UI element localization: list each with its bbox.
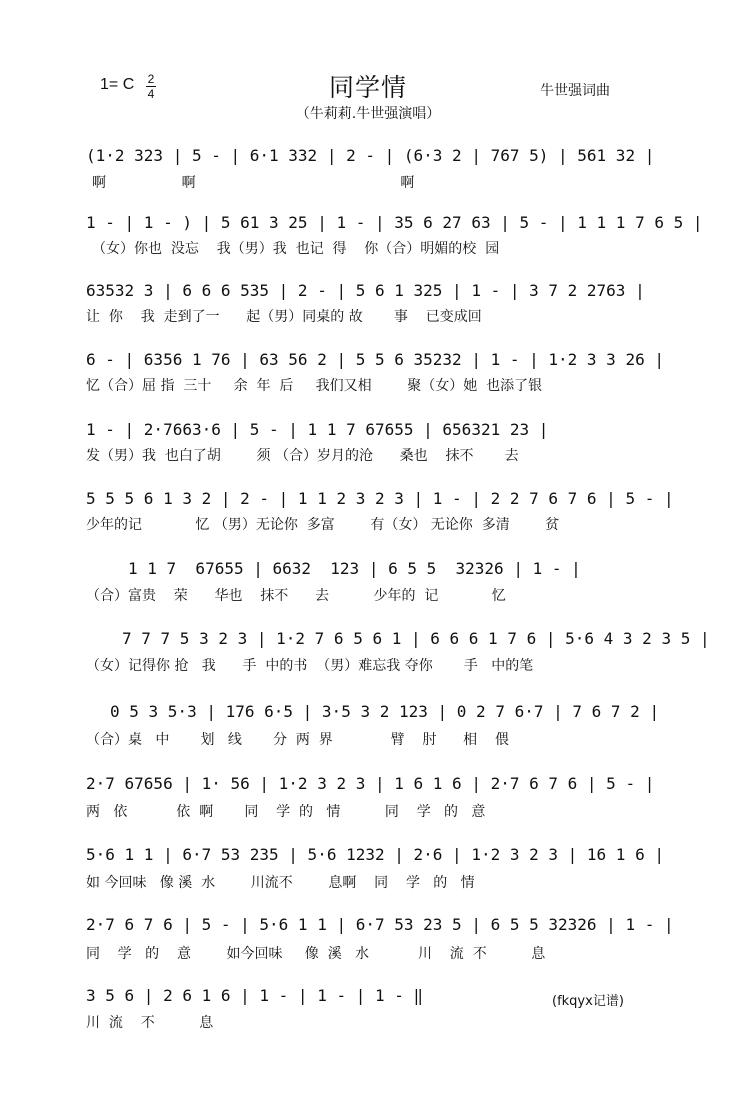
lyrics-line-10: 两 依 依 啊 同 学 的 情 同 学 的 意 [86,804,486,820]
performers: （牛莉莉.牛世强演唱） [295,106,441,122]
notation-line-9: 0 5 3 5·3 | 176 6·5 | 3·5 3 2 123 | 0 2 7 6·7 | 7 6 7 2 | [110,702,660,721]
notation-line-12: 2·7 6 7 6 | 5 - | 5·6 1 1 | 6·7 53 23 5 | 6 5 5 32326 | 1 - | [86,915,674,934]
notation-line-4: 6 - | 6356 1 76 | 63 56 2 | 5 5 6 35232 | 1 - | 1·2 3 3 26 | [86,350,664,369]
notation-line-11: 5·6 1 1 | 6·7 53 235 | 5·6 1232 | 2·6 | 1·2 3 2 3 | 16 1 6 | [86,845,664,864]
notation-line-7: 1 1 7 67655 | 6632 123 | 6 5 5 32326 | 1 - | [128,559,581,578]
lyrics-line-7: （合）富贵 荣 华也 抹不 去 少年的 记 忆 [86,588,506,604]
lyrics-line-4: 忆（合）屈 指 三十 余 年 后 我们又相 聚（女）她 也添了银 [86,378,543,394]
transcriber-credit: (fkqyx记谱) [552,994,624,1009]
notation-line-5: 1 - | 2·7663·6 | 5 - | 1 1 7 67655 | 656321 23 | [86,420,549,439]
notation-line-6: 5 5 5 6 1 3 2 | 2 - | 1 1 2 3 2 3 | 1 - | 2 2 7 6 7 6 | 5 - | [86,489,674,508]
lyrics-line-13: 川 流 不 息 [86,1015,214,1031]
notation-line-13: 3 5 6 | 2 6 1 6 | 1 - | 1 - | 1 - ‖ [86,986,424,1005]
lyrics-line-2: （女）你也 没忘 我（男）我 也记 得 你（合）明媚的校 园 [92,241,500,257]
notation-line-10: 2·7 67656 | 1· 56 | 1·2 3 2 3 | 1 6 1 6 | 2·7 6 7 6 | 5 - | [86,774,655,793]
lyrics-line-5: 发（男）我 也白了胡 须 （合）岁月的沧 桑也 抹不 去 [86,448,519,464]
lyrics-line-1: 啊 啊 啊 [92,175,415,191]
key-signature: 1= C [100,76,135,93]
song-title: 同学情 [328,73,407,102]
notation-line-8: 7 7 7 5 3 2 3 | 1·2 7 6 5 6 1 | 6 6 6 1 7 6 | 5·6 4 3 2 3 5 | [122,629,710,648]
time-signature-top: 2 [147,72,155,86]
lyrics-line-3: 让 你 我 走到了一 起（男）同桌的 故 事 已变成回 [86,309,482,325]
composer-credit: 牛世强词曲 [540,83,610,99]
time-signature-bottom: 4 [147,87,155,101]
notation-line-3: 63532 3 | 6 6 6 535 | 2 - | 5 6 1 325 | 1 - | 3 7 2 2763 | [86,281,645,300]
lyrics-line-9: （合）桌 中 划 线 分 两 界 臂 肘 相 偎 [86,732,509,748]
lyrics-line-11: 如 今回味 像 溪 水 川流不 息啊 同 学 的 情 [86,875,475,891]
notation-line-2: 1 - | 1 - ) | 5 61 3 25 | 1 - | 35 6 27 63 | 5 - | 1 1 1 7 6 5 | [86,213,703,232]
lyrics-line-12: 同 学 的 意 如今回味 像 溪 水 川 流 不 息 [86,946,546,962]
lyrics-line-6: 少年的记 忆 （男）无论你 多富 有（女） 无论你 多清 贫 [86,517,560,533]
lyrics-line-8: （女）记得你 抢 我 手 中的书 （男）难忘我 夺你 手 中的笔 [86,658,534,674]
notation-line-1: (1·2 323 | 5 - | 6·1 332 | 2 - | (6·3 2 | 767 5) | 561 32 | [86,146,655,165]
